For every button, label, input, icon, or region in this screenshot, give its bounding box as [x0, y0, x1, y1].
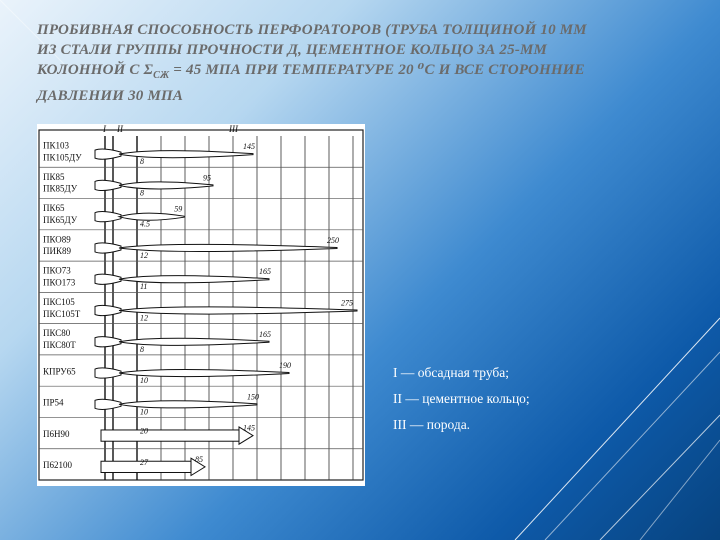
cement-value-6: 8	[140, 344, 144, 354]
casing-hole-0	[95, 149, 121, 159]
perforator-label-0-b: ПК105ДУ	[43, 152, 82, 163]
perforator-label-5-a: ПКС105	[43, 296, 75, 307]
perforator-label-4-b: ПКО173	[43, 277, 76, 288]
legend	[393, 360, 613, 438]
perforator-label-6-b: ПКС80Т	[43, 340, 76, 351]
rock-value-0: 145	[243, 142, 255, 152]
cement-value-9: 20	[140, 426, 148, 436]
title-line-3-suffix: = 45 МПА ПРИ ТЕМПЕРАТУРЕ 20 ⁰С И ВСЕ СТОРОННИЕ	[169, 62, 585, 78]
casing-hole-7	[95, 368, 121, 378]
casing-hole-3	[95, 243, 121, 253]
slide-title	[37, 20, 687, 106]
perforator-label-3-b: ПИК89	[43, 246, 72, 257]
cement-value-2: 4.5	[140, 219, 150, 229]
title-line-3-sub: СЖ	[153, 70, 170, 81]
penetration-channel-1	[119, 182, 213, 189]
cement-value-10: 27	[140, 457, 148, 467]
cement-value-1: 8	[140, 188, 144, 198]
rock-value-8: 150	[247, 392, 259, 402]
perforator-label-2-a: ПК65	[43, 203, 65, 214]
cement-value-3: 12	[140, 250, 148, 260]
rock-value-10: 85	[195, 454, 203, 464]
perforator-label-7: КПРУ65	[43, 366, 76, 377]
legend-item-casing: I — обсадная труба;	[393, 365, 510, 380]
cement-value-4: 11	[140, 282, 148, 292]
casing-hole-5	[95, 305, 121, 315]
perforation-diagram-svg	[37, 124, 365, 486]
zone-label-I: I	[103, 124, 106, 134]
perforator-label-2-b: ПК65ДУ	[43, 214, 78, 225]
cement-value-7: 10	[140, 376, 148, 386]
rock-value-5: 275	[341, 298, 353, 308]
perforation-diagram	[37, 124, 365, 486]
rock-value-1: 95	[203, 173, 211, 183]
rock-value-3: 250	[327, 235, 339, 245]
penetration-channel-5	[119, 307, 357, 314]
legend-item-rock: III — порода.	[393, 417, 471, 432]
perforator-label-9: П6Н90	[43, 428, 70, 439]
perforator-label-3-a: ПКО89	[43, 234, 71, 245]
title-line-3-prefix: КОЛОННОЙ С Σ	[37, 62, 154, 78]
cement-value-5: 12	[140, 313, 148, 323]
title-line-1: ПРОБИВНАЯ СПОСОБНОСТЬ ПЕРФОРАТОРОВ (ТРУБА ТОЛЩИНОЙ 10 ММ	[37, 22, 587, 38]
penetration-channel-2	[119, 213, 184, 220]
perforator-label-8: ПР54	[43, 397, 64, 408]
zone-label-II: II	[117, 124, 123, 134]
casing-hole-2	[95, 212, 121, 222]
perforator-label-6-a: ПКС80	[43, 328, 71, 339]
title-line-2: ИЗ СТАЛИ ГРУППЫ ПРОЧНОСТИ Д, ЦЕМЕНТНОЕ КОЛЬЦО ЗА 25-ММ	[37, 42, 548, 58]
perforator-label-5-b: ПКС105Т	[43, 308, 81, 319]
cement-value-8: 10	[140, 407, 148, 417]
rock-value-6: 165	[259, 329, 271, 339]
bullet-channel-9	[101, 430, 239, 441]
casing-hole-1	[95, 180, 121, 190]
rock-value-9: 145	[243, 423, 255, 433]
casing-hole-6	[95, 337, 121, 347]
cement-value-0: 8	[140, 157, 144, 167]
perforator-label-1-a: ПК85	[43, 171, 65, 182]
rock-value-7: 190	[279, 361, 291, 371]
perforator-label-0-a: ПК103	[43, 140, 70, 151]
casing-hole-8	[95, 399, 121, 409]
rock-value-4: 165	[259, 267, 271, 277]
perforator-label-1-b: ПК85ДУ	[43, 183, 78, 194]
rock-value-2: 59	[174, 204, 183, 214]
casing-hole-4	[95, 274, 121, 284]
zone-label-III: III	[229, 124, 238, 134]
legend-item-cement: II — цементное кольцо;	[393, 391, 530, 406]
title-line-4: ДАВЛЕНИИ 30 МПА	[37, 88, 184, 104]
perforator-label-10: П62100	[43, 460, 72, 471]
diagram-frame	[39, 130, 363, 480]
perforator-label-4-a: ПКО73	[43, 265, 71, 276]
penetration-channel-3	[119, 244, 337, 251]
